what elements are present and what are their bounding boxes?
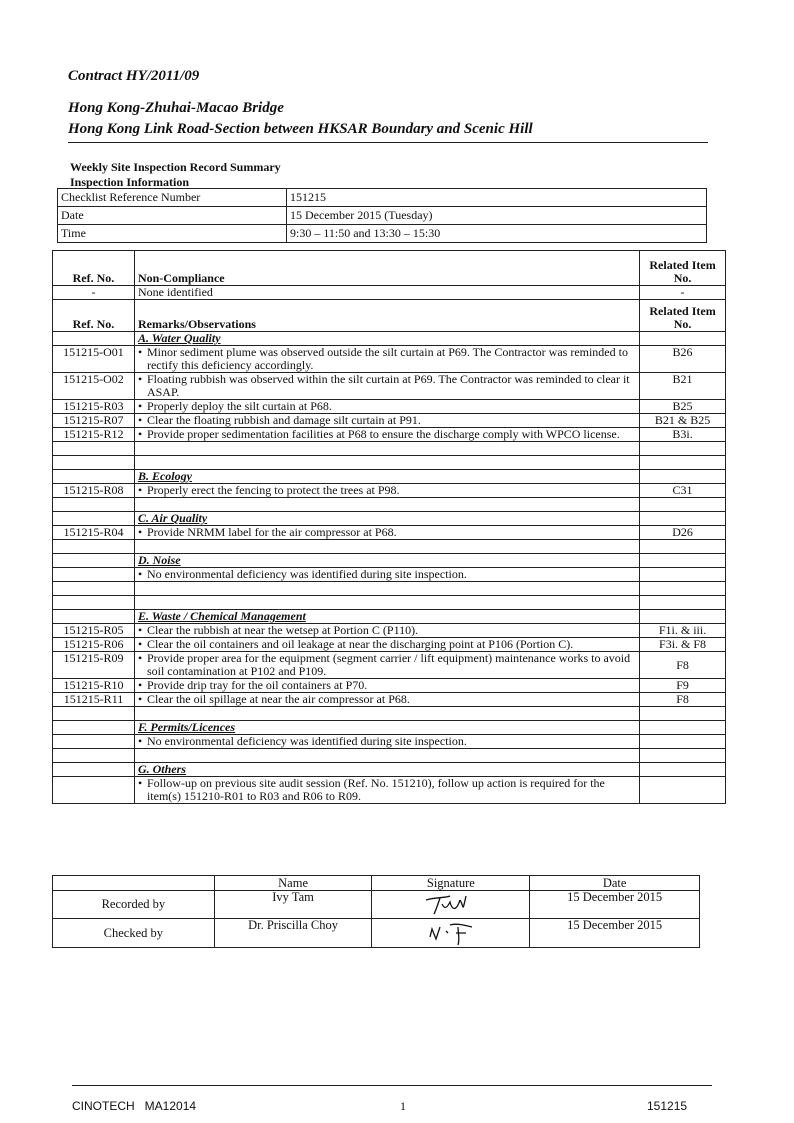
ref-cell: 151215-R04 — [53, 526, 135, 540]
remark-text: • Provide proper area for the equipment (segment carrier / lift equipment) maintenance works to avoid soil contamination at P102 and P109. — [134, 652, 639, 679]
table-row — [53, 624, 726, 638]
noncompliance-row — [53, 286, 726, 300]
remark-text: • Minor sediment plume was observed outside the silt curtain at P69. The Contractor was reminded to rectify this deficiency accordingly. — [134, 346, 639, 373]
related-cell: D26 — [640, 526, 726, 540]
ref-cell: 151215-R12 — [53, 428, 135, 442]
col-header-noncompliance: Non-Compliance — [134, 251, 639, 286]
remark-text: • Provide NRMM label for the air compressor at P68. — [134, 526, 639, 540]
info-row-date — [58, 207, 707, 225]
spacer-row — [53, 596, 726, 610]
related-cell: F8 — [640, 652, 726, 679]
ref-cell: 151215-R03 — [53, 400, 135, 414]
section-row-ecology — [53, 470, 726, 484]
ref-cell: 151215-O01 — [53, 346, 135, 373]
related-cell: F1i. & iii. — [640, 624, 726, 638]
table-row — [53, 346, 726, 373]
col-header-date: Date — [530, 876, 700, 891]
col-header-related: Related Item No. — [640, 300, 726, 332]
noncompliance-header-row — [53, 251, 726, 286]
related-cell: B26 — [640, 346, 726, 373]
contract-title: Contract HY/2011/09 — [68, 68, 200, 84]
table-row — [53, 638, 726, 652]
col-header-related: Related Item No. — [640, 251, 726, 286]
table-row — [53, 679, 726, 693]
ref-cell: 151215-R08 — [53, 484, 135, 498]
info-value: 151215 — [287, 189, 707, 207]
checked-by-row — [53, 919, 700, 948]
checked-by-name: Dr. Priscilla Choy — [214, 919, 372, 948]
summary-title: Weekly Site Inspection Record Summary — [70, 160, 281, 174]
section-row-noise — [53, 554, 726, 568]
section-row-permits — [53, 721, 726, 735]
table-row — [53, 693, 726, 707]
col-header-remarks: Remarks/Observations — [134, 300, 639, 332]
remark-text: • Provide proper sedimentation facilities at P68 to ensure the discharge comply with WPCO license. — [134, 428, 639, 442]
remark-text: • Clear the oil spillage at near the air compressor at P68. — [134, 693, 639, 707]
spacer-row — [53, 582, 726, 596]
table-row — [53, 735, 726, 749]
related-cell: B21 — [640, 373, 726, 400]
remark-text: • Floating rubbish was observed within the silt curtain at P69. The Contractor was reminded to clear it ASAP. — [134, 373, 639, 400]
info-row-checklist — [58, 189, 707, 207]
header-rule — [68, 142, 708, 143]
related-cell: F9 — [640, 679, 726, 693]
spacer-row — [53, 540, 726, 554]
spacer-row — [53, 749, 726, 763]
recorded-by-label: Recorded by — [53, 891, 215, 919]
noncompliance-text: None identified — [134, 286, 639, 300]
ref-cell: 151215-R06 — [53, 638, 135, 652]
section-title: C. Air Quality — [134, 512, 639, 526]
remark-text: • Properly erect the fencing to protect the trees at P98. — [134, 484, 639, 498]
signoff-table — [52, 875, 700, 948]
info-label: Checklist Reference Number — [58, 189, 287, 207]
checked-by-label: Checked by — [53, 919, 215, 948]
table-row — [53, 777, 726, 804]
ref-cell: 151215-R10 — [53, 679, 135, 693]
table-row — [53, 428, 726, 442]
section-row-others — [53, 763, 726, 777]
page-number: 1 — [400, 1099, 406, 1113]
table-row — [53, 652, 726, 679]
section-title: F. Permits/Licences — [134, 721, 639, 735]
section-title: D. Noise — [134, 554, 639, 568]
related-cell: C31 — [640, 484, 726, 498]
recorded-by-date: 15 December 2015 — [530, 891, 700, 919]
remark-text: • Clear the floating rubbish and damage silt curtain at P91. — [134, 414, 639, 428]
section-title: A. Water Quality — [134, 332, 639, 346]
table-row — [53, 414, 726, 428]
footer-rule — [72, 1085, 712, 1086]
ref-cell: - — [53, 286, 135, 300]
remark-text: • Properly deploy the silt curtain at P68. — [134, 400, 639, 414]
related-cell: B21 & B25 — [640, 414, 726, 428]
section-title: Hong Kong Link Road-Section between HKSAR Boundary and Scenic Hill — [68, 121, 533, 137]
section-row-water — [53, 332, 726, 346]
footer-right: 151215 — [647, 1099, 688, 1113]
section-title: B. Ecology — [134, 470, 639, 484]
checked-by-date: 15 December 2015 — [530, 919, 700, 948]
table-row — [53, 568, 726, 582]
checked-by-signature — [372, 919, 530, 948]
spacer-row — [53, 707, 726, 721]
related-cell: F3i. & F8 — [640, 638, 726, 652]
info-value: 9:30 – 11:50 and 13:30 – 15:30 — [287, 225, 707, 243]
remark-text: • Provide drip tray for the oil containers at P70. — [134, 679, 639, 693]
project-title: Hong Kong-Zhuhai-Macao Bridge — [68, 100, 284, 116]
spacer-row — [53, 442, 726, 456]
col-header-signature: Signature — [372, 876, 530, 891]
related-cell: - — [640, 286, 726, 300]
remarks-header-row — [53, 300, 726, 332]
inspection-findings-table — [52, 250, 726, 804]
col-header-name: Name — [214, 876, 372, 891]
remark-text: • No environmental deficiency was identified during site inspection. — [134, 568, 639, 582]
table-row — [53, 484, 726, 498]
section-title: E. Waste / Chemical Management — [134, 610, 639, 624]
info-label: Date — [58, 207, 287, 225]
ref-cell: 151215-O02 — [53, 373, 135, 400]
spacer-row — [53, 498, 726, 512]
section-row-air — [53, 512, 726, 526]
signature-mark-icon — [406, 919, 496, 947]
col-header-ref: Ref. No. — [53, 251, 135, 286]
remark-text: • No environmental deficiency was identified during site inspection. — [134, 735, 639, 749]
footer-left: CINOTECH MA12014 — [72, 1099, 197, 1113]
ref-cell: 151215-R09 — [53, 652, 135, 679]
ref-cell: 151215-R05 — [53, 624, 135, 638]
info-title: Inspection Information — [70, 175, 190, 189]
inspection-info-table — [57, 188, 707, 243]
remark-text: • Clear the rubbish at near the wetsep at Portion C (P110). — [134, 624, 639, 638]
related-cell: F8 — [640, 693, 726, 707]
signoff-header-row — [53, 876, 700, 891]
section-title: G. Others — [134, 763, 639, 777]
signature-mark-icon — [406, 892, 496, 918]
table-row — [53, 400, 726, 414]
recorded-by-name: Ivy Tam — [214, 891, 372, 919]
remark-text: • Follow-up on previous site audit session (Ref. No. 151210), follow up action is required for the item(s) 151210-R01 to R03 and R06 to R09. — [134, 777, 639, 804]
ref-cell: 151215-R07 — [53, 414, 135, 428]
info-value: 15 December 2015 (Tuesday) — [287, 207, 707, 225]
recorded-by-row — [53, 891, 700, 919]
col-header-ref: Ref. No. — [53, 300, 135, 332]
recorded-by-signature — [372, 891, 530, 919]
remark-text: • Clear the oil containers and oil leakage at near the discharging point at P106 (Portion C). — [134, 638, 639, 652]
info-label: Time — [58, 225, 287, 243]
section-row-waste — [53, 610, 726, 624]
spacer-row — [53, 456, 726, 470]
related-cell: B25 — [640, 400, 726, 414]
table-row — [53, 373, 726, 400]
ref-cell: 151215-R11 — [53, 693, 135, 707]
related-cell: B3i. — [640, 428, 726, 442]
info-row-time — [58, 225, 707, 243]
table-row — [53, 526, 726, 540]
